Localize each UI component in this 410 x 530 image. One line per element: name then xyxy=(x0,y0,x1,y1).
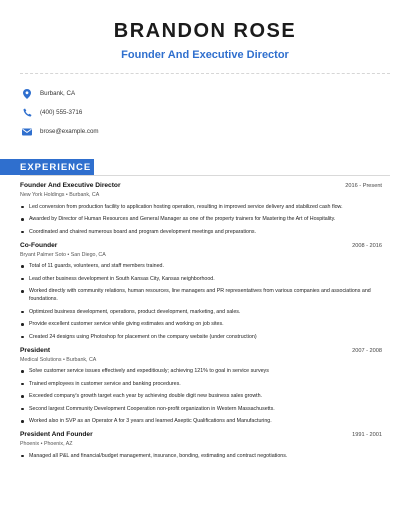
contact-location xyxy=(22,84,410,103)
job-title: President And Founder xyxy=(20,431,93,438)
job-bullet: Worked also in SVP as an Operator A for 3 years and learned Aseptic Qualifications and Manufacturing. xyxy=(20,417,382,425)
job-bullet: Solve customer service issues effectively and expeditiously; achieving 121% to goal in service surveys xyxy=(20,367,382,375)
job-bullet: Managed all P&L and financial/budget management, insurance, bonding, estimating and contract negotiations. xyxy=(20,452,382,460)
experience-rule xyxy=(20,175,390,176)
job-dates: 1991 - 2001 xyxy=(352,432,382,438)
job-entry xyxy=(20,431,382,460)
job-company: New York Holdings • Burbank, CA xyxy=(20,192,100,198)
job-bullet-list xyxy=(20,452,382,460)
job-bullet-list xyxy=(20,367,382,425)
email-text: brose@example.com xyxy=(40,128,99,135)
contact-phone xyxy=(22,103,410,122)
job-title: Co-Founder xyxy=(20,241,58,249)
phone-text: (400) 555-3716 xyxy=(40,109,83,116)
job-title: President xyxy=(20,346,51,354)
job-bullet: Second largest Community Development Cooperation non-profit organization in Western Massachusetts. xyxy=(20,405,382,413)
contact-list xyxy=(0,74,410,141)
job-bullet-list xyxy=(20,262,382,341)
job-bullet: Created 24 designs using Photoshop for placement on the company website (under construction) xyxy=(20,333,382,341)
job-header xyxy=(20,182,382,189)
job-dates: 2008 - 2016 xyxy=(352,242,382,249)
resume-header xyxy=(0,0,410,61)
job-company: Phoenix • Phoenix, AZ xyxy=(20,441,73,447)
job-company: Bryant Palmer Soto • San Diego, CA xyxy=(20,251,106,258)
job-bullet: Coordinated and chaired numerous board and program development meetings and preparations. xyxy=(20,228,382,236)
job-dates: 2007 - 2008 xyxy=(352,347,382,354)
job-bullet: Total of 11 guards, volunteers, and staff members trained. xyxy=(20,262,382,270)
job-bullet: Led conversion from production facility to application hosting operation, resulting in improved service delivery and stabilized cash flow. xyxy=(20,203,382,211)
job-company: Medical Solutions • Burbank, CA xyxy=(20,356,97,363)
envelope-icon xyxy=(22,127,32,137)
job-bullet: Provide excellent customer service while giving estimates and working on job sites. xyxy=(20,320,382,328)
location-pin-icon xyxy=(22,89,32,99)
job-bullet: Optimized business development, operations, product development, marketing, and sales. xyxy=(20,308,382,316)
job-header xyxy=(20,347,382,354)
candidate-title: Founder And Executive Director xyxy=(121,49,289,61)
job-bullet: Lead other business development in South Kansas City, Kansas neighborhood. xyxy=(20,275,382,283)
job-bullet: Worked directly with community relations, human resources, line managers and PR representatives from various companies and associations and foundations. xyxy=(20,287,382,303)
job-entry xyxy=(20,182,382,236)
phone-icon xyxy=(22,108,32,118)
location-text: Burbank, CA xyxy=(40,90,76,97)
job-title: Founder And Executive Director xyxy=(20,182,121,189)
job-bullet-list xyxy=(20,203,382,236)
job-bullet: Exceeded company's growth target each year by achieving double digit new business sales growth. xyxy=(20,392,382,400)
job-header xyxy=(20,431,382,438)
contact-email xyxy=(22,122,410,141)
job-entry xyxy=(20,242,382,341)
experience-heading: EXPERIENCE xyxy=(0,159,94,175)
job-header xyxy=(20,242,382,249)
candidate-name: BRANDON ROSE xyxy=(113,20,297,42)
job-dates: 2016 - Present xyxy=(345,183,382,189)
job-bullet: Trained employees in customer service and banking procedures. xyxy=(20,380,382,388)
job-entry xyxy=(20,347,382,426)
experience-list xyxy=(0,182,410,460)
job-bullet: Awarded by Director of Human Resources and General Manager as one of the property trainers for Mastering the Art of Hospitality. xyxy=(20,215,382,223)
